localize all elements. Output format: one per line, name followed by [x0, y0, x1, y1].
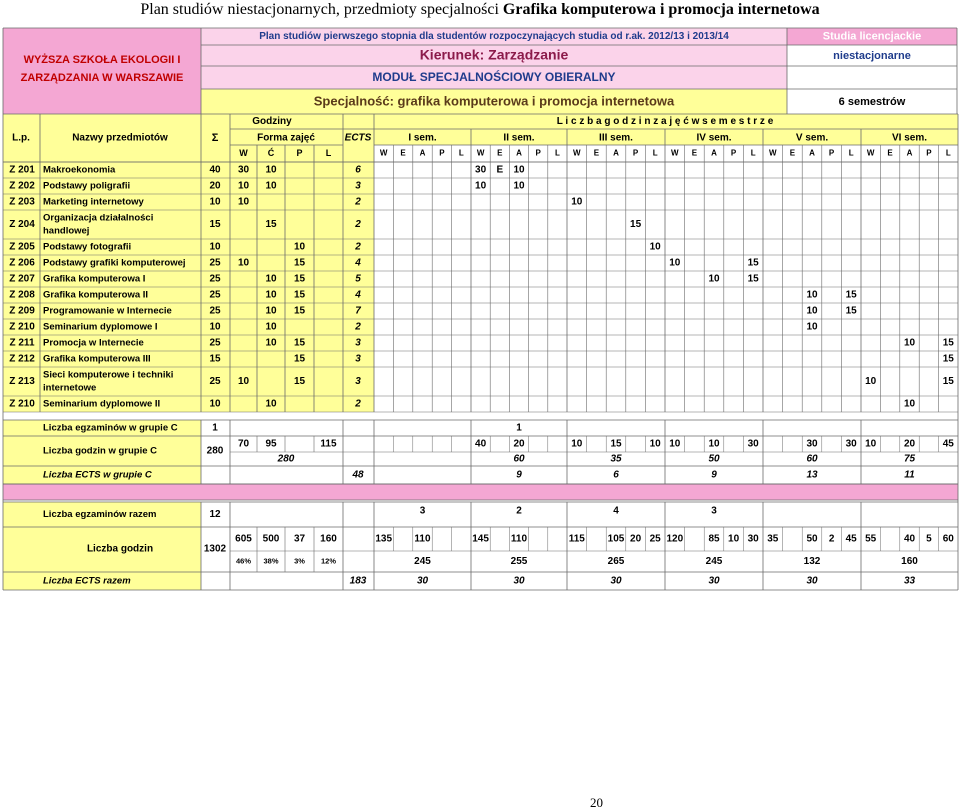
semester-subheader: P	[439, 148, 445, 158]
course-sum: 15	[209, 353, 221, 365]
semester-subheader: P	[632, 148, 639, 158]
semester-subheader: A	[419, 148, 426, 158]
godz-total-sem-total: 265	[607, 556, 625, 568]
course-form-hours: 10	[237, 180, 250, 192]
godz-total-sem: 10	[728, 533, 740, 545]
course-sum: 10	[209, 321, 221, 333]
course-ects: 4	[355, 257, 361, 269]
semester-subheader: P	[535, 148, 541, 158]
specjalnosc: Specjalność: grafika komputerowa i promocja internetowa	[313, 93, 675, 109]
semester-header: VI sem.	[891, 132, 928, 144]
course-code: Z 211	[9, 337, 35, 349]
course-code: Z 206	[9, 257, 35, 269]
godz-total-sem: 85	[708, 533, 720, 545]
course-name: Makroekonomia	[43, 164, 116, 176]
semester-subheader: L	[652, 148, 658, 158]
godz-c-sem: 10	[708, 438, 720, 450]
liczba-godzin-header: L i c z b a g o d z i n z a j ę ć w s e m e s t r z e	[556, 116, 774, 128]
course-form-hours: 15	[293, 273, 306, 285]
godz-c-sem: 40	[475, 438, 487, 450]
semester-subheader: W	[769, 148, 777, 158]
godz-c-sem-total: 50	[708, 453, 720, 465]
godz-total-sem-total: 245	[705, 556, 723, 568]
ects-total-sem: 30	[806, 575, 818, 587]
semester-subheader: W	[866, 148, 875, 158]
forma-subheader: W	[239, 147, 248, 158]
godz-c-sem-total: 60	[806, 453, 818, 465]
semester-subheader: A	[516, 148, 522, 158]
studia-label: Studia licencjackie	[822, 30, 922, 43]
course-sem-hours: 10	[513, 180, 525, 192]
course-ects: 3	[355, 180, 361, 192]
godz-c-sem-total: 60	[513, 453, 525, 465]
forma-subheader: Ć	[267, 147, 275, 158]
godz-total-sem: 25	[649, 533, 661, 545]
course-sum: 10	[209, 398, 221, 410]
godz-total-sem: 145	[472, 533, 489, 545]
godz-total-sem: 5	[926, 533, 932, 545]
course-name: Podstawy fotografii	[43, 241, 132, 253]
school-name-line2: ZARZĄDZANIA W WARSZAWIE	[20, 71, 184, 84]
course-code: Z 203	[9, 196, 35, 208]
course-sem-hours: 15	[630, 219, 642, 231]
course-sem-hours: 15	[747, 257, 759, 269]
course-name: Marketing internetowy	[43, 196, 144, 208]
course-name: Promocja w Internecie	[43, 337, 144, 349]
semester-subheader: E	[593, 148, 600, 158]
course-sem-hours: 15	[845, 305, 857, 317]
course-code: Z 205	[9, 241, 35, 253]
godz-c-sem: 10	[649, 438, 661, 450]
godz-c-sum: 280	[206, 445, 224, 457]
semester-header: I sem.	[408, 132, 437, 144]
course-sum: 25	[209, 376, 221, 388]
course-name: Seminarium dyplomowe I	[43, 321, 158, 333]
semester-subheader: E	[497, 148, 503, 158]
ects-c-value: 48	[352, 469, 364, 481]
course-sem-hours: 30	[475, 164, 487, 176]
course-form-hours: 10	[293, 241, 306, 253]
course-form-hours: 10	[265, 321, 277, 333]
semester-subheader: L	[554, 148, 560, 158]
course-name: Grafika komputerowa II	[43, 289, 149, 301]
course-sum: 25	[209, 273, 221, 285]
godz-total-label: Liczba godzin	[86, 543, 154, 555]
godz-total-form: 37	[293, 533, 306, 545]
semester-subheader: W	[476, 148, 485, 158]
course-sem-hours: 10	[903, 337, 916, 349]
plan-title: Plan studiów pierwszego stopnia dla studentów rozpoczynających studia od r.ak. 2012/13 i 2013/14	[259, 31, 729, 43]
semester-subheader: L	[848, 148, 854, 158]
ects-c-label: Liczba ECTS w grupie C	[43, 469, 152, 481]
course-sem-hours: 10	[806, 289, 818, 301]
godz-total-sem: 105	[607, 533, 625, 545]
ects-total-value: 183	[349, 575, 367, 587]
course-form-hours: 15	[293, 353, 306, 365]
semester-subheader: P	[926, 148, 932, 158]
egz-total-sem: 3	[419, 505, 426, 517]
godz-total-sem: 50	[806, 533, 818, 545]
course-sem-hours: 10	[649, 241, 661, 253]
course-ects: 3	[355, 353, 361, 365]
course-ects: 2	[355, 398, 361, 410]
ects-total-sem: 33	[903, 575, 916, 587]
course-code: Z 209	[9, 305, 35, 317]
course-ects: 7	[355, 305, 361, 317]
course-form-hours: 10	[265, 180, 277, 192]
course-name: Programowanie w Internecie	[43, 305, 172, 317]
godz-c-sem: 30	[845, 438, 857, 450]
egz-total-value: 12	[209, 509, 221, 521]
kierunek: Kierunek: Zarządzanie	[419, 46, 569, 63]
semester-subheader: L	[750, 148, 756, 158]
course-code: Z 202	[9, 180, 35, 192]
ects-header: ECTS	[344, 132, 372, 144]
godz-total-sem: 110	[414, 533, 431, 545]
semester-subheader: E	[400, 148, 406, 158]
godz-total-sem: 20	[630, 533, 642, 545]
godz-total-sem: 115	[568, 533, 585, 545]
course-sem-hours: 15	[845, 289, 857, 301]
godz-total-sem-total: 160	[901, 556, 918, 568]
godz-total-sem: 2	[828, 533, 835, 545]
egz-total-label: Liczba egzaminów razem	[43, 509, 157, 521]
egz-c-value: 1	[212, 422, 218, 434]
semester-subheader: L	[945, 148, 951, 158]
course-sum: 40	[209, 164, 221, 176]
godz-total-sem-total: 245	[414, 556, 431, 568]
semester-subheader: W	[671, 148, 679, 158]
course-sum: 10	[209, 196, 221, 208]
godz-total-sem-total: 132	[803, 556, 821, 568]
godz-total-sem-total: 255	[510, 556, 528, 568]
egz-total-sem: 2	[516, 505, 522, 517]
semester-subheader: P	[730, 148, 737, 158]
course-sum: 25	[209, 305, 221, 317]
semester-subheader: W	[573, 148, 581, 158]
sigma-header: Σ	[211, 131, 219, 144]
course-sem-hours: 15	[942, 376, 954, 388]
godz-c-sem: 30	[747, 438, 759, 450]
course-name: Podstawy poligrafii	[43, 180, 131, 192]
godz-total-pct: 38%	[263, 556, 279, 566]
course-form-hours: 10	[265, 164, 277, 176]
ects-total-sem: 30	[610, 575, 622, 587]
course-sem-hours: 15	[747, 273, 759, 285]
ects-c-sem: 9	[516, 469, 522, 481]
course-name: Organizacja działalności	[43, 212, 154, 224]
godz-c-sem-total: 75	[903, 453, 916, 465]
course-code: Z 212	[9, 353, 35, 365]
course-form-hours: 10	[265, 305, 277, 317]
ects-total-sem: 30	[513, 575, 525, 587]
course-sem-hours: 10	[903, 398, 916, 410]
godz-c-sem: 45	[942, 438, 954, 450]
course-name: internetowe	[43, 382, 97, 394]
course-name: Seminarium dyplomowe II	[43, 398, 161, 410]
course-sem-hours: 10	[806, 305, 818, 317]
egz-total-sem: 3	[711, 505, 717, 517]
course-sum: 25	[209, 289, 221, 301]
ects-total-sem: 30	[708, 575, 720, 587]
course-name: Podstawy grafiki komputerowej	[43, 257, 186, 269]
course-sum: 20	[209, 180, 221, 192]
semester-header: III sem.	[599, 132, 633, 144]
godz-c-form: 115	[320, 438, 337, 450]
forma-subheader: L	[325, 147, 332, 158]
course-name: Grafika komputerowa I	[43, 273, 146, 285]
egz-total-sem: 4	[613, 505, 619, 517]
course-sem-hours: E	[496, 164, 504, 176]
course-code: Z 213	[9, 376, 35, 388]
course-sem-hours: 10	[571, 196, 583, 208]
semester-subheader: E	[887, 148, 893, 158]
godz-total-sem: 35	[767, 533, 779, 545]
course-form-hours: 10	[237, 257, 250, 269]
godz-c-sem: 10	[865, 438, 877, 450]
title-prefix: Plan studiów niestacjonarnych, przedmioty specjalności	[140, 1, 503, 18]
course-ects: 5	[355, 273, 361, 285]
course-sem-hours: 15	[942, 337, 954, 349]
course-sem-hours: 10	[475, 180, 487, 192]
semester-subheader: L	[458, 148, 464, 158]
godz-c-sem: 20	[903, 438, 916, 450]
course-form-hours: 15	[265, 219, 277, 231]
modul: MODUŁ SPECJALNOŚCIOWY OBIERALNY	[372, 70, 616, 85]
course-form-hours: 15	[293, 289, 306, 301]
godz-total-sem: 135	[375, 533, 393, 545]
godziny-header: Godziny	[252, 116, 292, 128]
pink-separator	[3, 484, 958, 500]
course-ects: 6	[355, 164, 361, 176]
course-sum: 15	[209, 219, 221, 231]
godz-total-sem: 45	[845, 533, 857, 545]
godz-c-sem: 20	[513, 438, 525, 450]
course-sem-hours: 10	[513, 164, 525, 176]
course-sem-hours: 10	[708, 273, 720, 285]
course-sum: 25	[209, 337, 221, 349]
semester-header: V sem.	[795, 132, 829, 144]
course-ects: 3	[355, 376, 361, 388]
nazwy-header: Nazwy przedmiotów	[72, 132, 168, 144]
ects-c-sem: 9	[711, 469, 717, 481]
godz-c-sem: 30	[806, 438, 818, 450]
godz-total-pct: 46%	[235, 556, 252, 566]
course-ects: 2	[355, 219, 361, 231]
course-sem-hours: 10	[669, 257, 681, 269]
semester-subheader: A	[711, 148, 717, 158]
godz-total-form: 500	[262, 533, 280, 545]
godz-c-sem: 15	[610, 438, 622, 450]
course-code: Z 201	[9, 164, 35, 176]
course-form-hours: 10	[265, 398, 277, 410]
semester-header: IV sem.	[696, 132, 732, 144]
godz-total-sem: 55	[865, 533, 877, 545]
ects-c-sem: 13	[806, 469, 818, 481]
forma-subheader: P	[296, 147, 303, 158]
course-form-hours: 15	[293, 257, 306, 269]
godz-total-sem: 60	[942, 533, 954, 545]
course-form-hours: 10	[265, 273, 277, 285]
godz-total-form: 160	[320, 533, 337, 545]
godz-total-sem: 40	[903, 533, 916, 545]
godz-total-sem: 120	[666, 533, 684, 545]
semestry-label: 6 semestrów	[838, 95, 906, 108]
course-form-hours: 15	[293, 337, 306, 349]
course-code: Z 210	[9, 398, 35, 410]
forma-header: Forma zajęć	[257, 132, 315, 144]
semester-subheader: E	[789, 148, 796, 158]
godz-total-sum: 1302	[203, 543, 227, 555]
semester-subheader: E	[691, 148, 698, 158]
title-bold: Grafika komputerowa i promocja internetowa	[502, 1, 820, 18]
course-code: Z 207	[9, 273, 35, 285]
course-form-hours: 10	[265, 289, 277, 301]
godz-total-form: 605	[235, 533, 252, 545]
godz-total-sem: 30	[747, 533, 759, 545]
course-ects: 2	[355, 321, 361, 333]
course-ects: 3	[355, 337, 361, 349]
course-ects: 4	[355, 289, 361, 301]
ects-c-sem: 11	[904, 469, 915, 481]
godz-c-sem-total: 35	[610, 453, 622, 465]
egz-c-label: Liczba egzaminów w grupie C	[43, 422, 178, 434]
course-ects: 2	[355, 196, 361, 208]
godz-total-sem: 110	[510, 533, 528, 545]
course-name: Sieci komputerowe i techniki	[43, 369, 174, 381]
course-name: Grafika komputerowa III	[43, 353, 151, 365]
course-form-hours: 10	[265, 337, 277, 349]
semester-subheader: W	[379, 148, 388, 158]
godz-c-form: 95	[265, 438, 277, 450]
course-code: Z 210	[9, 321, 35, 333]
ects-total-label: Liczba ECTS razem	[43, 575, 131, 587]
course-sem-hours: 15	[942, 353, 954, 365]
semester-subheader: A	[906, 148, 913, 158]
godz-c-form: 70	[237, 438, 250, 450]
course-form-hours: 10	[237, 376, 250, 388]
course-form-hours: 15	[293, 305, 306, 317]
ects-total-sem: 30	[416, 575, 429, 587]
course-sem-hours: 10	[806, 321, 818, 333]
semester-subheader: A	[613, 148, 619, 158]
course-sum: 10	[209, 241, 221, 253]
course-name: handlowej	[43, 225, 90, 237]
godz-c-label: Liczba godzin w grupie C	[43, 445, 157, 457]
course-sem-hours: 10	[865, 376, 877, 388]
course-form-hours: 15	[293, 376, 306, 388]
egz-c-sem: 1	[516, 422, 522, 434]
ects-c-sem: 6	[613, 469, 619, 481]
godz-c-sem: 10	[669, 438, 681, 450]
semester-subheader: A	[809, 148, 815, 158]
lp-header: L.p.	[12, 132, 30, 144]
course-code: Z 208	[9, 289, 35, 301]
course-sum: 25	[209, 257, 221, 269]
course-code: Z 204	[9, 219, 35, 231]
semester-header: II sem.	[503, 132, 535, 144]
godz-c-forms-total: 280	[277, 453, 295, 465]
course-form-hours: 10	[237, 196, 250, 208]
godz-total-pct: 3%	[294, 556, 305, 566]
page-number: 20	[590, 795, 603, 810]
course-ects: 2	[355, 241, 361, 253]
godz-c-sem: 10	[571, 438, 583, 450]
godz-total-pct: 12%	[320, 556, 337, 566]
semester-subheader: P	[828, 148, 835, 158]
tryb-label: niestacjonarne	[833, 49, 911, 62]
school-name-line1: WYŻSZA SZKOŁA EKOLOGII I	[23, 53, 181, 66]
course-form-hours: 30	[237, 164, 250, 176]
